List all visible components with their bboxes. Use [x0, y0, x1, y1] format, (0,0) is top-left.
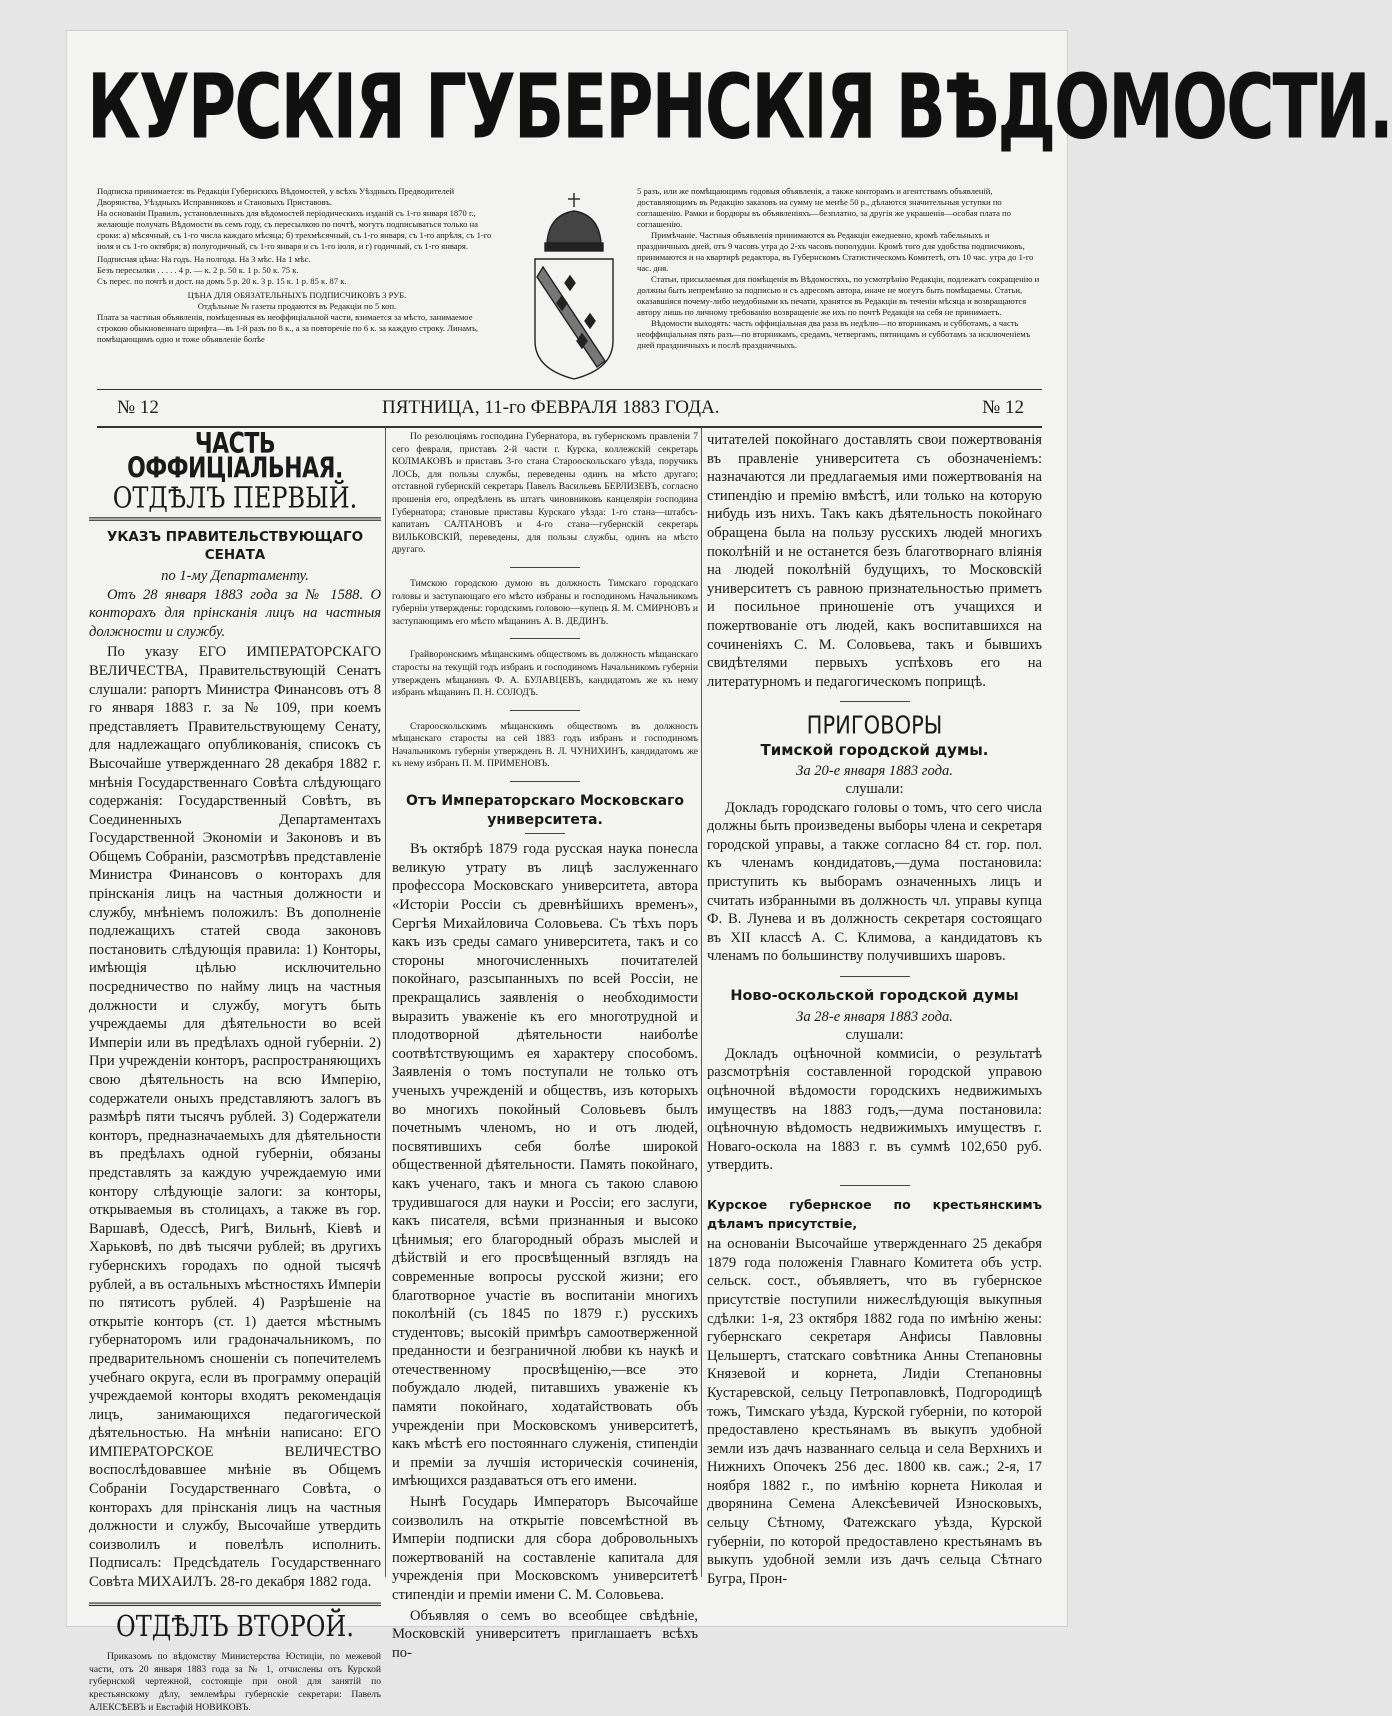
novo-oskol-duma-body: Докладъ оцѣночной коммисіи, о результатѣ разсмотрѣнія составленной городской управою оцѣночной вѣдомости городскихъ недвижимыхъ имуществъ на 1883 годъ,—дума постановила: оцѣночную вѣдомость недвижимыхъ имуществъ г. Новаго-оскола на 1883 г. въ суммѣ 102,650 руб. утвердить. [707, 1045, 1042, 1174]
department-two-title: ОТДѢЛЪ ВТОРОЙ. [89, 1602, 381, 1645]
verdicts-title: ПРИГОВОРЫ [806, 710, 943, 740]
divider [840, 1185, 910, 1186]
publication-schedule: Вѣдомости выходятъ: часть оффиціальная два раза въ недѣлю—по вторникамъ и субботамъ, а часть неоффиціальная пять разъ—по вторникамъ, средамъ, четвергамъ, пятницамъ и субботамъ за исключеніемъ дней праздничныхъ и послѣ праздничныхъ. [637, 318, 1031, 350]
ad-hours-note: Примѣчаніе. Частныя объявленія принимаются въ Редакціи ежедневно, кромѣ табельныхъ и праздничныхъ дней, отъ 9 часовъ утра до 2-хъ часовъ пополудни. Кромѣ того для удобства подписчиковъ, принимаются и на квартирѣ редактора, въ Губернскомъ Статистическомъ Комитетѣ, отъ 10 час. утра до 1-го час. дня. [637, 230, 1034, 273]
tim-duma-body: Докладъ городскаго головы о томъ, что сего числа должны быть произведены выборы члена и секретаря городской управы, а также согласно 84 ст. гор. пол. къ членамъ кондидатовъ,—дума постановила: приступить къ выборамъ означенныхъ лицъ и считать избранными въ должность чл. управы купца Ф. В. Лунева и въ должность секретаря состоящаго въ XII классѣ А. С. Климова, а кандидатовъ къ членамъ по большинству получившихъ шаровъ. [707, 799, 1043, 965]
column-notices [392, 431, 698, 1664]
price-row-2: Съ перес. по почтѣ и дост. на домъ 5 р. 20 к. 3 р. 15 к. 1 р. 85 к. 87 к. [97, 276, 347, 286]
price-header: Подписная цѣна: На годъ. На полгода. На 3 мѣс. На 1 мѣс. [97, 254, 311, 264]
subscription-info [97, 186, 497, 345]
tim-duma-title: Тимской городской думы. [760, 740, 989, 759]
divider [840, 976, 910, 977]
university-title: Отъ Императорскаго Московскаго университета. [405, 793, 685, 828]
kursk-presence-title: Курское губернское по крестьянскимъ дѣламъ присутствіе, [707, 1196, 1042, 1231]
novo-oskol-duma-title: Ново-оскольской городской думы [730, 988, 1019, 1005]
novo-oskol-duma-heard: слушали: [845, 1027, 904, 1044]
issue-date: ПЯТНИЦА, 11-го ФЕВРАЛЯ 1883 ГОДА. [382, 397, 720, 418]
ukaz-subtitle: по 1-му Департаменту. [161, 567, 309, 584]
department-one-title: ОТДѢЛЪ ПЕРВЫЙ. [89, 487, 381, 520]
graivoron-notice: Грайворонскимъ мѣщанскимъ обществомъ въ должность мѣщанскаго старосты на текущій годъ избранъ и господиномъ Начальникомъ губерніи утвержденъ мѣщанинъ Ф. А. БУЛАВЦЕВЪ, кандидатомъ же къ нему избранъ мѣщанинъ П. Н. СОЛОДЪ. [392, 649, 698, 699]
issue-number-right: № 12 [982, 397, 1024, 418]
divider [840, 701, 910, 702]
ad-discounts: 5 разъ, или же помѣщающимъ годовыя объявленія, а также конторамъ и агентствамъ объявленій, доставляющимъ въ Редакцію заказовъ на сумму не менѣе 50 р., дѣлаются значительныя уступки по соглашенію. Рамки и бордюры въ объявленіяхъ—безплатно, за другія же украшенія—особая плата по соглашенію. [637, 186, 1011, 229]
university-paragraph-2: Нынѣ Государь Императоръ Высочайше соизволилъ на открытіе повсемѣстной въ Имперіи подписки для сбора добровольныхъ пожертвованій на составленіе капитала для учрежденія при Московскомъ университетѣ стипендіи и преміи имени С. М. Соловьева. [392, 1494, 698, 1603]
governor-resolution: По резолюціямъ господина Губернатора, въ губернскомъ правленіи 7 сего февраля, приставъ 2-й части г. Курска, коллежскій секретарь КОЛМАКОВЪ и приставъ 3-го стана Старооскольскаго уѣзда, поручикъ ЛОСЬ, для пользы службы, переведены одинъ на мѣсто другаго; отставной губернскій секретарь Павелъ Васильевъ БЕРЛИЗЕВЪ, согласно прошенія его, опредѣленъ въ штатъ чиновниковъ канцеляріи господина Губернатора; становые приставы Курскаго уѣзда: 1-го стана—штабсъ-капитанъ САЛТАНОВЪ и 4-го стана—губернскій секретарь ВИЛЬКОВСКІЙ, переведены, для пользы службы, одинъ на мѣсто другаго. [392, 431, 698, 556]
ukaz-body: По указу ЕГО ИМПЕРАТОРСКАГО ВЕЛИЧЕСТВА, Правительствующій Сенатъ слушали: рапортъ Министра Финансовъ отъ 8 го января 1883 г. за № 109, при коемъ представляетъ Правительствующему Сенату, для надлежащаго опубликованія, списокъ съ Высочайше утвержденнаго 28 декабря 1882 г. мнѣнія Государственнаго Совѣта слѣдующаго содержанія: Государственный Совѣтъ, въ Соединенныхъ Департаментахъ Государственной Экономіи и Законовъ и въ Общемъ Собраніи, разсмотрѣвъ представленіе Министра Финансовъ о конторахъ для прінсканія лицъ на частныя должности и службу, мнѣніемъ положилъ: Въ дополненіе подлежащихъ статей свода законовъ постановить слѣдующія правила: 1) Конторы, имѣющія цѣлью исключительно посредничество по найму лицъ на частныя должности и службу, могутъ быть учреждаемы для дѣятельности во всей Имперіи или въ предѣлахъ одной губерніи. 2) При учрежденіи конторъ, распространяющихъ свою дѣятельность на всю Имперію, содержатели оныхъ представляютъ залогъ въ размѣрѣ пяти тысячъ рублей. 3) Содержатели конторъ, предназначаемыхъ для дѣятельности въ предѣлахъ одной губерніи, обязаны представлять за каждую учреждаемую ими контору слѣдующіе залоги: за конторы, открываемыя въ столицахъ, а также въ гор. Варшавѣ, Одессѣ, Ригѣ, Вильнѣ, Кіевѣ и Харьковѣ, по двѣ тысячи рублей; въ другихъ губернскихъ городахъ по одной тысячѣ рублей, а въ остальныхъ мѣстностяхъ Имперіи по пятисотъ рублей. 4) Разрѣшеніе на открытіе конторъ (ст. 1) дается мѣстнымъ губернаторомъ или градоначальникомъ, по предварительномъ сношеніи съ попечителемъ учебнаго округа, если въ программу операцій учреждаемой конторы входятъ рекомендація лицъ, занимающихся педагогической дѣятельностью. На мнѣніи написано: ЕГО ИМПЕРАТОРСКОЕ ВЕЛИЧЕСТВО воспослѣдовавшее мнѣніе въ Общемъ Собраніи Государственнаго Совѣта, о конторахъ для прінсканія лицъ на частныя должности и службу, Высочайше утвердить соизволилъ и повелѣлъ исполнить. Подписалъ: Предсѣдатель Государственнаго Совѣта МИХАИЛЪ. 28-го декабря 1882 года. [89, 644, 381, 1591]
divider [510, 710, 580, 711]
university-paragraph-3: Объявляя о семъ во всеобщее свѣдѣніе, Московскій университетъ приглашаетъ всѣхъ по- [392, 1607, 698, 1661]
column-verdicts [707, 431, 1042, 1590]
price-row-1: Безъ пересылки . . . . . 4 р. — к. 2 р. 50 к. 1 р. 50 к. 75 к. [97, 265, 299, 275]
single-issue-price: Отдѣльные № газеты продаются въ Редакціи по 5 коп. [197, 301, 397, 311]
ad-rates: Плата за частныя объявленія, помѣщенныя въ неоффиціальной части, взимается за мѣсто, занимаемое строкою обыкновеннаго шрифта—въ 1-й разъ по 8 к., а за повтореніе по 6 к. за каждую строку. Линамъ, помѣщающимъ одно и тоже объявленіе болѣе [97, 312, 479, 344]
staryi-oskol-notice: Старооскольскимъ мѣщанскимъ обществомъ въ должность мѣщанскаго старосты на сей 1883 годъ избранъ и господиномъ Начальникомъ губерніи утвержденъ В. Л. ЧУНИХИНЪ, кандидатомъ же къ нему избранъ П. М. ПРИМЕНОВЪ. [392, 720, 698, 770]
tim-duma-heard: слушали: [845, 781, 904, 798]
articles-note: Статьи, присылаемыя для помѣщенія въ Вѣдомостяхъ, по усмотрѣнію Редакціи, подлежатъ сокращенію и должны быть непремѣнно за подписью и съ адресомъ автора, иначе не могутъ быть помѣщаемы. Статьи, оказавшіяся почему-либо неудобными къ печати, хранятся въ Редакціи въ теченіи мѣсяца и возвращаются автору лишь по личному требованію возвращеніе же ихъ по почтѣ Редакція на себя не принимаетъ. [637, 274, 1040, 317]
column-divider [385, 427, 386, 1577]
kursk-presence-body: на основаніи Высочайше утвержденнаго 25 декабря 1879 года положенія Главнаго Комитета объ устр. сельск. сост., объявляетъ, что въ губернское присутствіе поступили нижеслѣдующія выкупныя сдѣлки: 1-я, 23 октября 1882 года по имѣнію жены: губернскаго секретаря Анфисы Павловны Цельшертъ, статскаго совѣтника Анны Степановны Князевой и корнета, Лидіи Степановны Кустаревской, сельцу Петропавловкѣ, Подгородищѣ тожъ, Тимскаго уѣзда, Курской губерніи, по которой предоставлено крестьянамъ въ выкупъ удобной земли изъ дачъ названнаго сельца и села Верхнихъ и Нижнихъ Опочекъ 256 дес. 1800 кв. саж.; 2-я, 17 ноября 1882 г., по имѣнію корнета Николая и дворянина Семена Алексѣевичей Износковыхъ, сельцу Сѣтному, Фатежскаго уѣзда, Курской губерніи, по которой предоставлено крестьянамъ въ выкупъ удобной земли изъ дачъ сельца Сѣтнаго Бугра, Прон- [707, 1236, 1042, 1587]
coat-of-arms-icon [529, 191, 619, 381]
justice-order: Приказомъ по вѣдомству Министерства Юстиціи, по межевой части, отъ 20 января 1883 года за № 1, отчислены отъ Курской губернской чертежной, состоящіе при оной для занятій по крестьянскому дѣлу, землемѣры губернскіе секретари: Павелъ АЛЕКСѢЕВЪ и Евстафій НОВИКОВЪ. [89, 1651, 381, 1713]
column-divider [701, 427, 702, 1577]
editorial-notes [637, 186, 1042, 351]
masthead-title: КУРСКІЯ ГУБЕРНСКІЯ ВѢДОМОСТИ. [87, 54, 1392, 159]
divider [525, 833, 565, 834]
divider [510, 781, 580, 782]
issue-date-row [97, 389, 1042, 428]
section-title: ЧАСТЬ ОФФИЦІАЛЬНАЯ. [127, 428, 343, 485]
tim-election-notice: Тимскою городскою думою въ должность Тимскаго городскаго головы и заступающаго его мѣсто избраны и господиномъ Начальникомъ губерніи утверждены: городскимъ головою—купецъ Я. М. СМИРНОВЪ и заступающимъ его мѣсто мѣщанинъ А. В. ДЕДИНЪ. [392, 577, 698, 627]
tim-duma-date: За 20-е января 1883 года. [796, 762, 953, 779]
column-official [89, 428, 381, 1716]
university-paragraph-1: Въ октябрѣ 1879 года русская наука понесла великую утрату въ лицѣ заслуженнаго профессора Московскаго университета, автора «Исторіи Россіи съ древнѣйшихъ временъ», Сергѣя Михайловича Соловьева. Съ тѣхъ поръ какъ изъ среды самаго университета, такъ и со стороны многочисленныхъ почитателей покойнаго, разсыпанныхъ по всей Россіи, не прекращались заявленія о необходимости выразить уваженіе къ его многотрудной и плодотворной дѣятельности наиболѣе соотвѣтствующимъ ея характеру способомъ. Заявленія о томъ поступали не только отъ ученыхъ учрежденій и обществъ, изъ которыхъ во многихъ покойный Соловьевъ былъ почетнымъ членомъ, но и отъ людей, посвятившихъ себя болѣе широкой общественной дѣятельности. Память покойнаго, какъ ученаго, такъ и многа съ такою славою трудившагося для науки и Россіи; его заслуги, какъ писателя, всѣми признанныя и высоко цѣнимыя; его благородный образъ мыслей и дѣйствій и его просвѣщенный взглядъ на современные вопросы русской жизни; его благотворное участіе въ воспитаніи многихъ поколѣній (съ 1845 по 1879 г.) русскихъ студентовъ; высокій примѣръ самоотверженной преданности и безграничной любви къ наукѣ и отечественному просвѣщенію,—все это побуждало людей, питавшихъ уваженіе къ памяти покойнаго, ходатайствовать объ учрежденіи при Московскомъ университетѣ, какъ мѣстѣ его постояннаго служенія, стипендіи и преміи за лучшія историческія сочиненія, имѣющихся раздаваться отъ его имени. [392, 841, 698, 1490]
novo-oskol-duma-date: За 28-е января 1883 года. [796, 1008, 953, 1025]
newspaper-page [66, 30, 1392, 1713]
subscription-rules: На основаніи Правилъ, установленныхъ для вѣдомостей періодическихъ изданій съ 1-го января 1870 г., желающіе получать Вѣдомости въ семъ году, съ пересылкою по почтѣ, могутъ подписываться только на сроки: а) мѣсячный, съ 1-го числа каждаго мѣсяца; б) трехмѣсячный, съ 1-го января, съ 1-го апрѣля, съ 1-го іюля и съ 1-го октября; в) полугодичный, съ 1-го января и съ 1-го іюля, и г) годичный, съ 1-го января. [97, 208, 492, 251]
divider [510, 567, 580, 568]
university-continuation: читателей покойнаго доставлять свои пожертвованія въ правленіе университета съ обозначеніемъ: назначаются ли предлагаемыя ими пожертвованія на стипендію и премію вмѣстѣ, или только на которую нибудь изъ нихъ. Такъ какъ дѣятельность покойнаго обращена была на пользу русскихъ людей многихъ поколѣній и не останется безъ благотворнаго вліянія на людей поколѣній будущихъ, то Московскій университетъ съ равною признательностью приметъ и посильное приношеніе отъ учащихся и пожертвованіе отъ людей, какъ воспитавшихся на сочиненіяхъ С. М. Соловьева, такъ и бывшихъ свидѣтелями первыхъ успѣховъ его на литературномъ и педагогическомъ поприщѣ. [707, 432, 1042, 690]
divider [510, 638, 580, 639]
issue-number-left: № 12 [117, 397, 159, 418]
ukaz-title: УКАЗЪ ПРАВИТЕЛЬСТВУЮЩАГО СЕНАТА [106, 528, 364, 564]
ukaz-lead: Отъ 28 января 1883 года за № 1588. О конторахъ для прінсканія лицъ на частныя должности и службу. [89, 586, 381, 640]
mandatory-price: ЦѢНА ДЛЯ ОБЯЗАТЕЛЬНЫХЪ ПОДПИСЧИКОВЪ 3 РУБ. [187, 290, 407, 300]
subscription-intro: Подписка принимается: въ Редакціи Губернскихъ Вѣдомостей, у всѣхъ Уѣздныхъ Предводителей Дворянства, Уѣздныхъ Исправниковъ и Становыхъ Приставовъ. [97, 186, 455, 207]
